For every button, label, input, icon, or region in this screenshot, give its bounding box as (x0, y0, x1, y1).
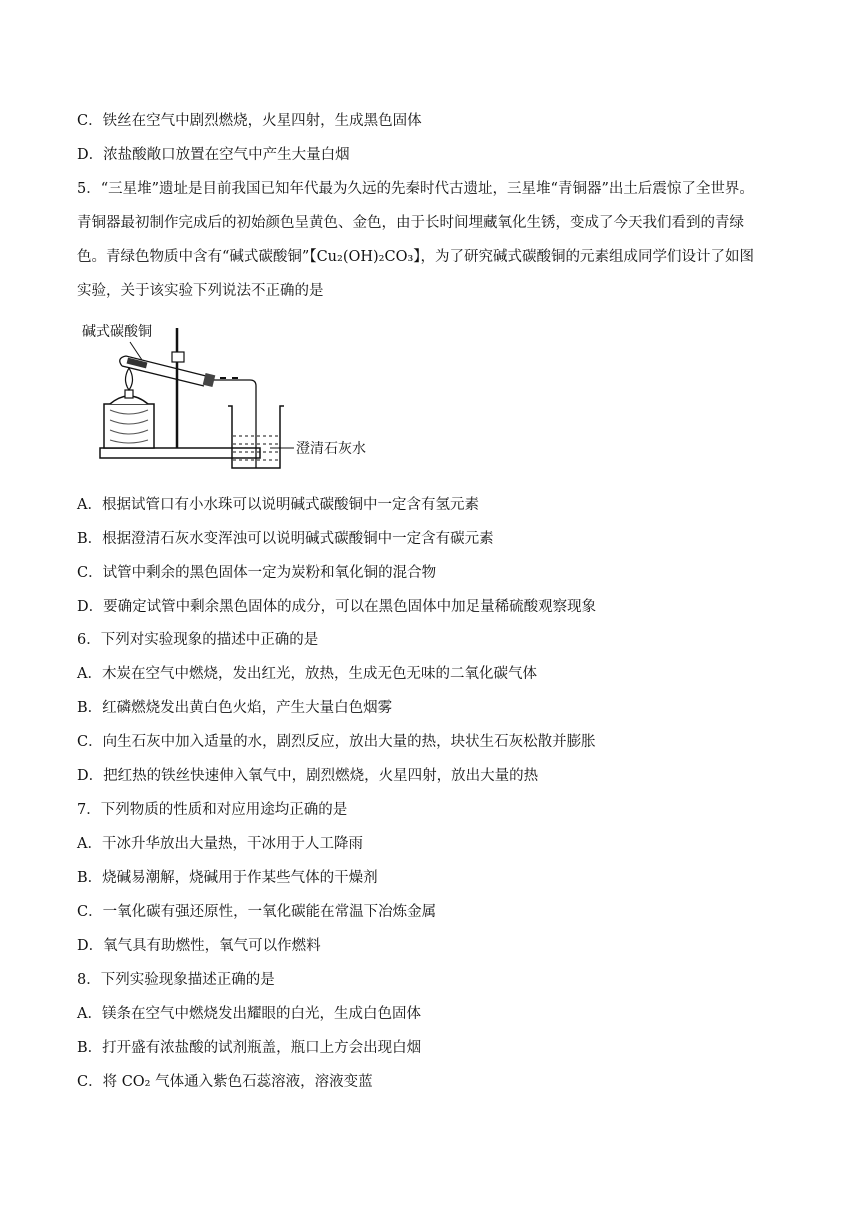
option-6b: B．红磷燃烧发出黄白色火焰，产生大量白色烟雾 (77, 700, 393, 716)
option-6c: C．向生石灰中加入适量的水，剧烈反应，放出大量的热，块状生石灰松散并膨胀 (77, 734, 596, 750)
option-4d: D．浓盐酸敞口放置在空气中产生大量白烟 (77, 147, 350, 163)
question-5-stem-line-3: 色。青绿色物质中含有“碱式碳酸铜”【Cu₂(OH)₂CO₃】，为了研究碱式碳酸铜的元素组成同学们设计了如图 (77, 249, 755, 265)
option-6d: D．把红热的铁丝快速伸入氧气中，剧烈燃烧，火星四射，放出大量的热 (77, 768, 539, 784)
option-7a: A．干冰升华放出大量热，干冰用于人工降雨 (77, 836, 363, 852)
stand-clamp (172, 352, 184, 362)
option-8c: C．将 CO₂ 气体通入紫色石蕊溶液，溶液变蓝 (77, 1074, 373, 1090)
option-5c: C．试管中剩余的黑色固体一定为炭粉和氧化铜的混合物 (77, 565, 437, 581)
option-7d: D．氧气具有助燃性，氧气可以作燃料 (77, 938, 321, 954)
option-8a: A．镁条在空气中燃烧发出耀眼的白光，生成白色固体 (77, 1006, 421, 1022)
question-5-stem-line-2: 青铜器最初制作完成后的初始颜色呈黄色、金色，由于长时间埋藏氧化生锈，变成了今天我们看到的青绿 (77, 215, 744, 231)
option-8b: B．打开盛有浓盐酸的试剂瓶盖，瓶口上方会出现白烟 (77, 1040, 422, 1056)
question-8-stem: 8．下列实验现象描述正确的是 (77, 972, 275, 988)
question-7-stem: 7．下列物质的性质和对应用途均正确的是 (77, 802, 348, 818)
label-basic-copper-carbonate: 碱式碳酸铜 (82, 324, 152, 340)
option-7b: B．烧碱易潮解，烧碱用于作某些气体的干燥剂 (77, 870, 378, 886)
label-limewater: 澄清石灰水 (296, 441, 366, 457)
option-7c: C．一氧化碳有强还原性，一氧化碳能在常温下冶炼金属 (77, 904, 437, 920)
question-5-stem-line-1: 5．“三星堆”遗址是目前我国已知年代最为久远的先秦时代古遗址，三星堆“青铜器”出土后震惊了全世界。 (77, 181, 754, 197)
experiment-apparatus-figure (80, 318, 380, 478)
option-5b: B．根据澄清石灰水变浑浊可以说明碱式碳酸铜中一定含有碳元素 (77, 531, 494, 547)
stand-base (100, 448, 260, 458)
option-6a: A．木炭在空气中燃烧，发出红光，放热，生成无色无味的二氧化碳气体 (77, 666, 537, 682)
alcohol-lamp (104, 368, 154, 448)
question-6-stem: 6．下列对实验现象的描述中正确的是 (77, 632, 319, 648)
option-5a: A．根据试管口有小水珠可以说明碱式碳酸铜中一定含有氢元素 (77, 497, 479, 513)
question-5-stem-line-4: 实验，关于该实验下列说法不正确的是 (77, 283, 324, 299)
option-5d: D．要确定试管中剩余黑色固体的成分，可以在黑色固体中加足量稀硫酸观察现象 (77, 599, 597, 615)
option-4c: C．铁丝在空气中剧烈燃烧，火星四射，生成黑色固体 (77, 113, 422, 129)
